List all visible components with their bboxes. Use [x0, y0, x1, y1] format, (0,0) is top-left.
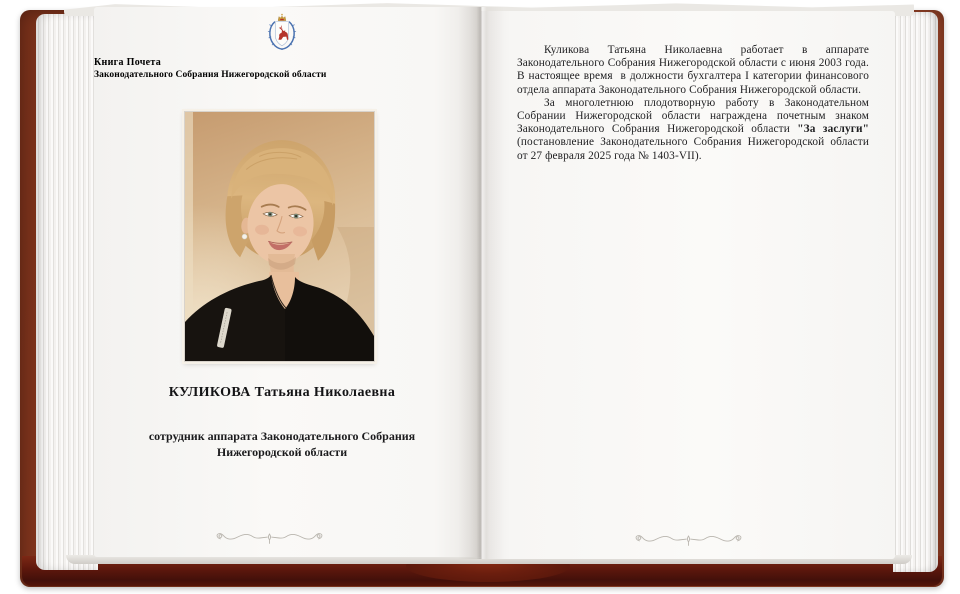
biography-paragraph-2 — [517, 97, 869, 163]
page-stack-left-edges — [36, 14, 98, 570]
person-position-line2: Нижегородской области — [216, 445, 348, 459]
book-subtitle: Законодательного Собрания Нижегородской области — [94, 70, 327, 80]
award-name: "За заслуги" — [797, 123, 869, 136]
portrait-illustration — [185, 112, 374, 361]
coat-of-arms-icon — [265, 12, 299, 52]
page-stack-right-edges — [893, 12, 938, 572]
left-page-content — [94, 7, 470, 557]
biography-paragraph-2-lead: За многолетнюю плодотворную работу в Законодательном Собрании Нижегородской области награждена почетным знаком Законодательного Собрания Нижегородской области — [517, 96, 869, 136]
portrait-photo — [184, 111, 375, 362]
flourish-ornament-icon — [631, 532, 746, 548]
right-page — [481, 11, 895, 559]
person-position — [94, 428, 470, 460]
person-position-line1: сотрудник аппарата Законодательного Собрания — [148, 429, 416, 443]
left-page — [94, 7, 481, 557]
book-title: Книга Почета — [94, 57, 162, 68]
biography-paragraph-1-text: Куликова Татьяна Николаевна работает в аппарате Законодательного Собрания Нижегородской области с июня 2003 года. В настоящее время в должности бухгалтера I категории финансового отдела аппарата Законодательного Собрания Нижегородской области. — [517, 44, 869, 96]
person-name: КУЛИКОВА Татьяна Николаевна — [168, 385, 396, 400]
biography-paragraph-1 — [517, 44, 869, 97]
flourish-ornament-icon — [212, 530, 327, 546]
biography-paragraph-2-tail: (постановление Законодательного Собрания Нижегородской области от 27 февраля 2025 года № 1403-VII). — [517, 136, 869, 162]
biography-text — [517, 44, 869, 163]
